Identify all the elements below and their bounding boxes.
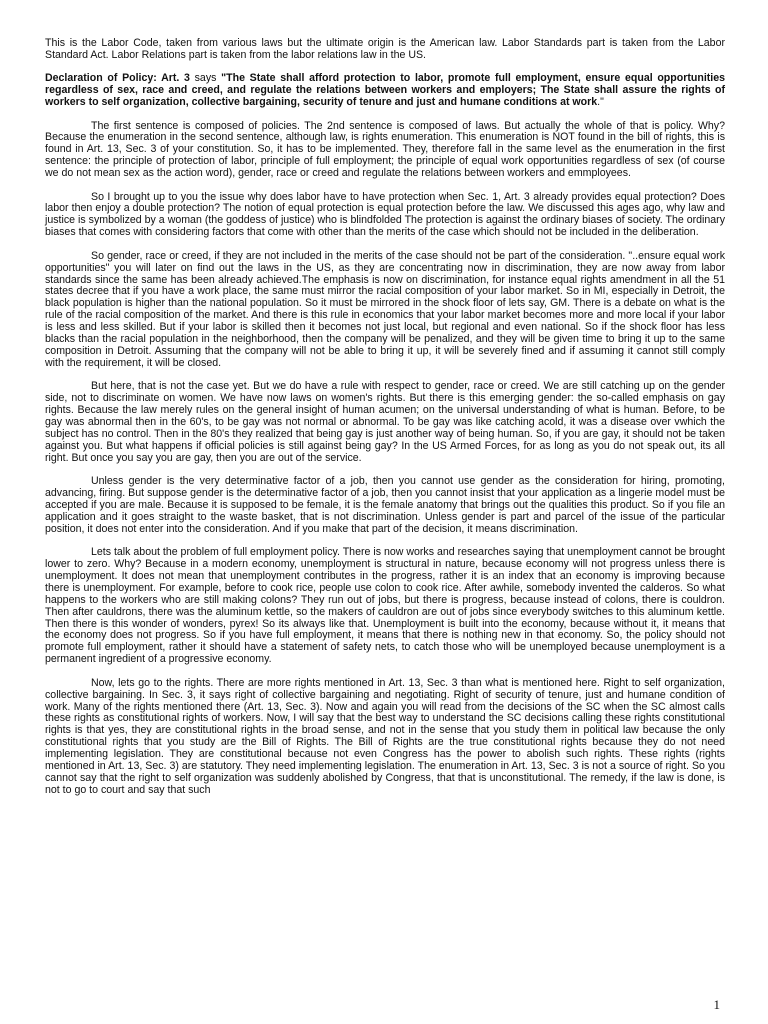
body-paragraph: Now, lets go to the rights. There are more rights mentioned in Art. 13, Sec. 3 than what is mentioned here. Right to self organization, collective bargaining. In Sec. 3, it says right of collective bargaining and negotiating. Right of security of tenure, just and humane condition of work. Many of the rights mentioned there (Art. 13, Sec. 3). Now and again you will read from the decisions of the SC when the SC almost calls these rights as constitutional rights of workers. Now, I will say that the best way to understand the SC decisions calling these rights constitutional rights is that yes, they are constitutional rights in the broad sense, and not in the sense that you study them in political law because the only constitutional rights that you study are the Bill of Rights. The Bill of Rights are the true constitutional rights because they do not need implementing legislation. They are constitutional because not even Congress has the power to abolish such rights. These rights (rights mentioned in Art. 13, Sec. 3) are statutory. They need implementing legislation. The enumeration in Art. 13, Sec. 3 is not a source of right. So you cannot say that the right to self organization was suddenly abolished by Congress, that that is unconstitutional. The remedy, if the law is done, is not to go to court and say that such xyxy=(45,676,725,796)
declaration-quote-end: ." xyxy=(597,96,604,109)
body-paragraph: The first sentence is composed of policies. The 2nd sentence is composed of laws. But actually the whole of that is policy. Why? Because the enumeration in the second sentence, although law, is rights enumeration. This enumeration is NOT found in the bill of rights, this is found in Art. 13, Sec. 3 of your constitution. So, it has to be implemented. They, therefore fall in the same level as the enumeration in the first sentence: the principle of protection of labor, principle of full employment; the principle of equal work opportunities regardless of sex (of course we do not mean sex as the action word), gender, race or creed and regulate the relations between workers and emmployees. xyxy=(45,119,725,180)
body-paragraph: But here, that is not the case yet. But we do have a rule with respect to gender, race or creed. We are still catching up on the gender side, not to discriminate on women. We have now laws on women's rights. But there is this emerging gender: the so-called emphasis on gay rights. Because the law merely rules on the general insight of human acumen; on the universal understanding of what is human. Before, to be gay was abnormal then in the 60's, to be gay was not normal or abnormal. To be gay was like catching acold, it was a disease over vwhich the subject has no control. Then in the 80's they realized that being gay is just another way of being human. So, if you are gay, it should not be taken against you. But what happens if official policies is still against being gay? In the US Armed Forces, for as long as you do not speak out, its all right. But once you say you are gay, then you are out of the service. xyxy=(45,380,725,464)
body-paragraph: So I brought up to you the issue why does labor have to have protection when Sec. 1, Art. 3 already provides equal protection? Does labor then enjoy a double protection? The notion of equal protection is equal protection before the law. We discussed this ages ago, why law and justice is symbolized by a woman (the goddess of justice) who is blindfolded The protection is against the ordinary biases of society. The ordinary biases that comes with considering factors that come with other than the merits of the case which should not be included in the deliberation. xyxy=(45,190,725,239)
declaration-paragraph xyxy=(45,73,725,109)
document-page xyxy=(45,38,725,808)
body-paragraph: Lets talk about the problem of full employment policy. There is now works and researches saying that unemployment cannot be brought lower to zero. Why? Because in a modern economy, unemployment is structural in nature, because economy will not progress unless there is unemployment. It does not mean that unemployment contributes in the progress, rather it is an index that an economy is improving because there is unemployment. For example, before to cook rice, people use colon to cook rice. After awhile, somebody invented the calderos. So what happens to the workers who are still making colons? They run out of jobs, but there is progress, because instead of colons, there is couldron. Then after cauldrons, there was the aluminum kettle, so the makers of cauldron are out of jobs since everybody switches to this aluminum kettle. Then there is this wonder of wonders, pyrex! So its always like that. Unemployment is built into the economy, because without it, it means that the economy does not progress. So if you have full employment, it means that there is nothing new in that economy. So, the policy should not promote full employment, rather it should have a statement of safety nets, to catch those who will be unemployed because unemployment is a permanent ingredient of a progressive economy. xyxy=(45,546,725,666)
declaration-heading: Declaration of Policy: Art. 3 xyxy=(45,72,190,85)
body-paragraph: So gender, race or creed, if they are not included in the merits of the case should not be part of the consideration. "..ensure equal work opportunities" you will later on find out the laws in the US, as they are concentrating now in discrimination, they are now away from labor standards since the same has been already achieved.The emphasis is now on discrimination, for instance equal rights amendment in all the 51 states decree that if you have a work place, the same must mirror the racial composition of your labor market. So in MI, especially in Detroit, the black population is higher than the national population. So it must be mirrored in the shock floor of lets say, GM. There is a debate on what is the rule of the racial composition of the market. And there is this rule in economics that your labor market becomes more and more local if your labor is less and less skilled. But if your labor is skilled then it becomes not just local, but regional and even national. So if the shock floor has less blacks than the racial population in the neighborhood, then the company will be penalized, and they will be given time to bring it up to the same composition in Detroit. Assuming that the company will not be able to bring it up, it will be severely fined and if assuming it cannot still comply with the requirement, it will be closed. xyxy=(45,249,725,369)
declaration-quote: "The State shall afford protection to labor, promote full employment, ensure equal opportunities regardless of sex, race and creed, and regulate the relations between workers and employers; The State shall assure the rights of workers to self organization, collective bargaining, security of tenure and just and humane conditions at work xyxy=(45,72,726,109)
page-number: 1 xyxy=(713,997,720,1012)
intro-paragraph: This is the Labor Code, taken from various laws but the ultimate origin is the American law. Labor Standards part is taken from the Labor Standard Act. Labor Relations part is taken from the labor relations law in the US. xyxy=(45,37,725,61)
body-paragraph: Unless gender is the very determinative factor of a job, then you cannot use gender as the consideration for hiring, promoting, advancing, firing. But suppose gender is the determinative factor of a job, then you cannot insist that your application as a lingerie model must be accepted if you are male. Because it is supposed to be female, it is the female anatomy that brings out the qualities this product. So if you file an application and it goes straight to the waste basket, that is not discrimination. Unless gender is part and parcel of the issue of the particular position, it does not enter into the consideration. And if you make that part of the decision, it means discrimination. xyxy=(45,475,725,535)
declaration-says: says xyxy=(189,72,222,85)
